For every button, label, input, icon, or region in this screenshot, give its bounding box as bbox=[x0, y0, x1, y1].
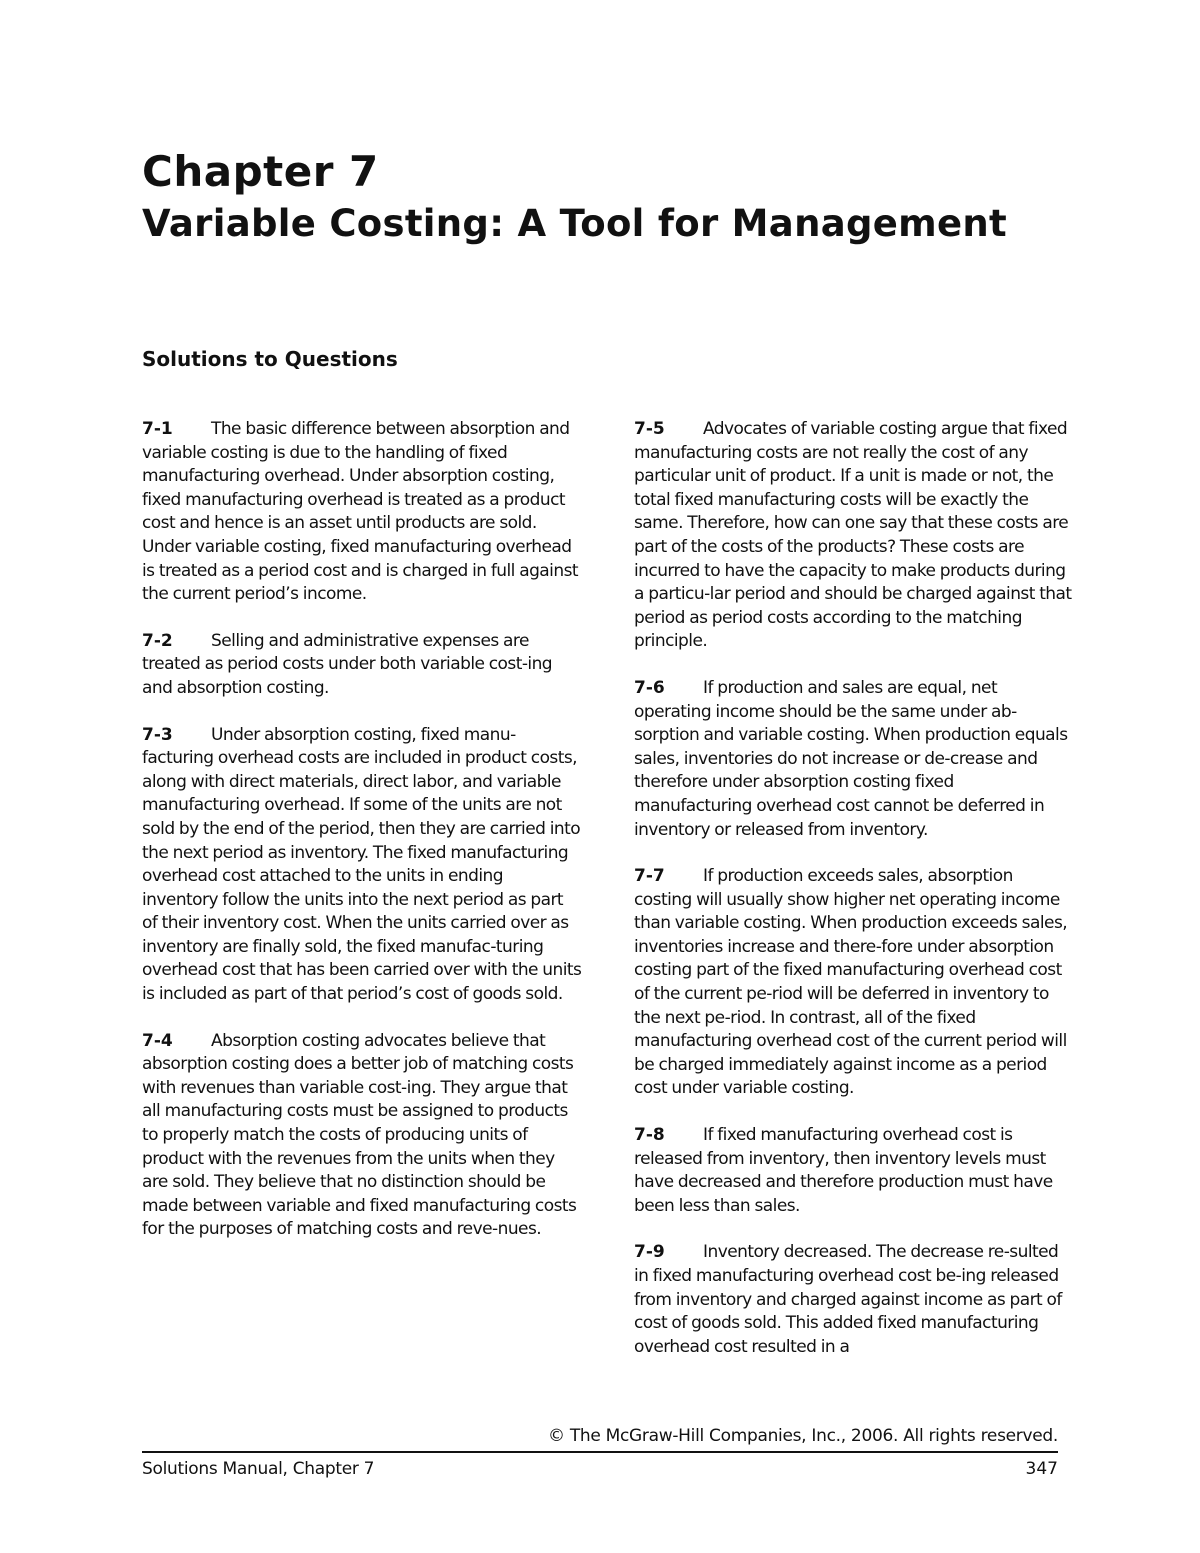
question-7-7 bbox=[634, 865, 1074, 1101]
left-column bbox=[142, 418, 582, 1265]
chapter-title: Variable Costing: A Tool for Management bbox=[142, 202, 1008, 245]
question-number: 7-6 bbox=[634, 677, 665, 698]
question-7-4 bbox=[142, 1030, 582, 1242]
answer-text: Selling and administrative expenses are treated as period costs under both variable cost-ing and absorption costing. bbox=[142, 630, 553, 698]
question-number: 7-4 bbox=[142, 1030, 173, 1051]
question-7-8 bbox=[634, 1124, 1074, 1218]
right-column bbox=[634, 418, 1074, 1382]
page-number: 347 bbox=[1025, 1459, 1058, 1479]
question-number: 7-1 bbox=[142, 419, 173, 439]
question-number: 7-2 bbox=[142, 630, 173, 651]
answer-text: The basic difference between absorption and variable costing is due to the handling of fixed manufacturing overhead. Under absorption costing, fixed manufacturing overhead is treated as a product cost and hence is an asset until products are sold. Under variable costing, fixed manufacturing overhead is treated as a period cost and is charged in full against the current period’s income. bbox=[142, 419, 578, 605]
question-7-3 bbox=[142, 724, 582, 1007]
question-7-2 bbox=[142, 630, 582, 701]
footer-manual-label: Solutions Manual, Chapter 7 bbox=[142, 1459, 375, 1479]
question-number: 7-7 bbox=[634, 866, 665, 887]
question-number: 7-9 bbox=[634, 1242, 665, 1263]
answer-text: Absorption costing advocates believe that absorption costing does a better job of matching costs with revenues than variable cost-ing. They argue that all manufacturing costs must be assigned to products to properly match the costs of producing units of product with the revenues from the units when they are sold. They believe that no distinction should be made between variable and fixed manufacturing costs for the purposes of matching costs and reve-nues. bbox=[142, 1030, 577, 1240]
answer-text: If production exceeds sales, absorption costing will usually show higher net operating income than variable costing. When production exceeds sales, inventories increase and there-fore under absorption costing part of the fixed manufacturing overhead cost of the current pe-riod will be deferred in inventory to the next pe-riod. In contrast, all of the fixed manufacturing overhead cost of the current period will be charged immediately against income as a period cost under variable costing. bbox=[634, 866, 1068, 1099]
answer-text: Advocates of variable costing argue that fixed manufacturing costs are not really the cost of any particular unit of product. If a unit is made or not, the total fixed manufacturing costs will be exactly the same. Therefore, how can one say that these costs are part of the costs of the products? These costs are incurred to have the capacity to make products during a particu-lar period and should be charged against that period as period costs according to the matching principle. bbox=[634, 419, 1072, 652]
question-number: 7-3 bbox=[142, 724, 173, 745]
question-7-1 bbox=[142, 418, 582, 607]
chapter-number: Chapter 7 bbox=[142, 147, 379, 196]
question-number: 7-8 bbox=[634, 1125, 665, 1146]
answer-text: If production and sales are equal, net operating income should be the same under ab-sorption and variable costing. When production equals sales, inventories do not increase or de-crease and therefore under absorption costing fixed manufacturing overhead cost cannot be deferred in inventory or released from inventory. bbox=[634, 677, 1068, 840]
question-7-9 bbox=[634, 1241, 1074, 1359]
footer-divider bbox=[142, 1451, 1058, 1453]
answer-text: Under absorption costing, fixed manu-facturing overhead costs are included in product costs, along with direct materials, direct labor, and variable manufacturing overhead. If some of the units are not sold by the end of the period, then they are carried into the next period as inventory. The fixed manufacturing overhead cost attached to the units in ending inventory follow the units into the next period as part of their inventory cost. When the units carried over as inventory are finally sold, the fixed manufac-turing overhead cost that has been carried over with the units is included as part of that period’s cost of goods sold. bbox=[142, 724, 582, 1005]
answer-text: Inventory decreased. The decrease re-sulted in fixed manufacturing overhead cost be-ing released from inventory and charged against income as part of cost of goods sold. This added fixed manufacturing overhead cost resulted in a bbox=[634, 1242, 1062, 1357]
copyright-notice: © The McGraw-Hill Companies, Inc., 2006. All rights reserved. bbox=[548, 1426, 1058, 1446]
question-7-6 bbox=[634, 677, 1074, 842]
section-heading: Solutions to Questions bbox=[142, 347, 398, 371]
question-7-5 bbox=[634, 418, 1074, 654]
answer-text: If fixed manufacturing overhead cost is released from inventory, then inventory levels must have decreased and therefore production must have been less than sales. bbox=[634, 1125, 1053, 1216]
question-number: 7-5 bbox=[634, 419, 665, 439]
